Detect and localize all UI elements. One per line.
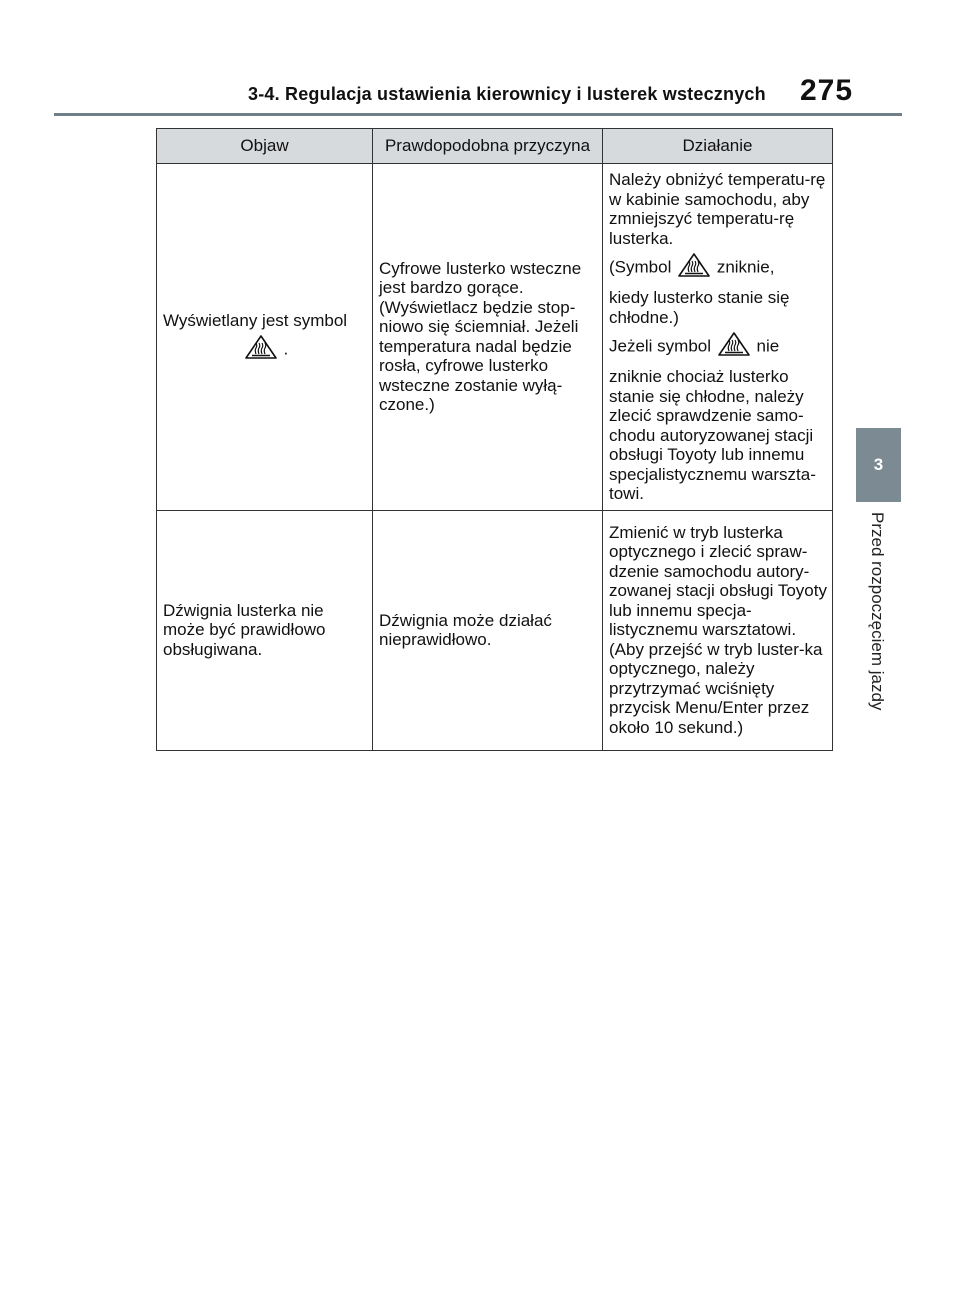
section-title: 3-4. Regulacja ustawienia kierownicy i lusterek wstecznych <box>248 84 766 104</box>
action-text: Jeżeli symbol <box>609 336 712 356</box>
column-header-action: Działanie <box>603 129 833 164</box>
action-text: nie <box>756 336 780 356</box>
column-header-symptom: Objaw <box>157 129 373 164</box>
cause-text: Cyfrowe lusterko wsteczne jest bardzo gorące. (Wyświetlacz będzie stop-niowo się ściemniał. Jeżeli temperatura nadal będzie rosła, cyfrowe lusterko wsteczne zostanie wyłą-czone.) <box>379 258 582 415</box>
table-header-row <box>157 129 833 164</box>
troubleshooting-table <box>156 128 833 751</box>
action-paragraph: Zmienić w tryb lusterka optycznego i zlecić spraw-dzenie samochodu autory-zowanej stacji obsługi Toyoty lub innemu specja-listycznemu warsztatowi. (Aby przejść w tryb luster-ka optycznego, należy przytrzymać wciśnięty przycisk Menu/Enter przez około 10 sekund.) <box>609 522 827 737</box>
chapter-title: Przed rozpoczęciem jazdy <box>868 512 887 711</box>
action-symbol-line <box>609 255 828 281</box>
table-row <box>157 164 833 511</box>
symptom-symbol-line <box>163 337 368 363</box>
action-paragraph: Należy obniżyć temperatu-rę w kabinie samochodu, aby zmniejszyć temperatu-rę lusterka. <box>609 170 826 248</box>
table-row <box>157 510 833 750</box>
chapter-number: 3 <box>873 455 884 474</box>
cause-cell <box>373 164 603 511</box>
symptom-cell <box>157 164 373 511</box>
heat-warning-icon <box>676 252 712 278</box>
action-text: zniknie, <box>716 257 775 277</box>
symptom-text: Wyświetlany jest symbol <box>163 310 348 330</box>
page-number: 275 <box>800 74 854 107</box>
cause-cell <box>373 510 603 750</box>
action-cell <box>603 164 833 511</box>
action-paragraph: kiedy lusterko stanie się chłodne.) <box>609 288 790 327</box>
symptom-cell <box>157 510 373 750</box>
heat-warning-icon <box>243 334 279 360</box>
header-rule <box>54 113 902 116</box>
action-cell <box>603 510 833 750</box>
symptom-suffix: . <box>283 339 289 359</box>
chapter-tab <box>856 428 901 502</box>
column-header-cause: Prawdopodobna przyczyna <box>373 129 603 164</box>
cause-text: Dźwignia może działać nieprawidłowo. <box>379 610 552 649</box>
heat-warning-icon <box>716 331 752 357</box>
action-text: (Symbol <box>609 257 672 277</box>
symptom-text: Dźwignia lusterka nie może być prawidłowo obsługiwana. <box>163 600 326 659</box>
action-paragraph: zniknie chociaż lusterko stanie się chłodne, należy zlecić sprawdzenie samo-chodu autoryzowanej stacji obsługi Toyoty lub innemu specjalistycznemu warszta-towi. <box>609 367 816 503</box>
action-symbol-line <box>609 334 828 360</box>
